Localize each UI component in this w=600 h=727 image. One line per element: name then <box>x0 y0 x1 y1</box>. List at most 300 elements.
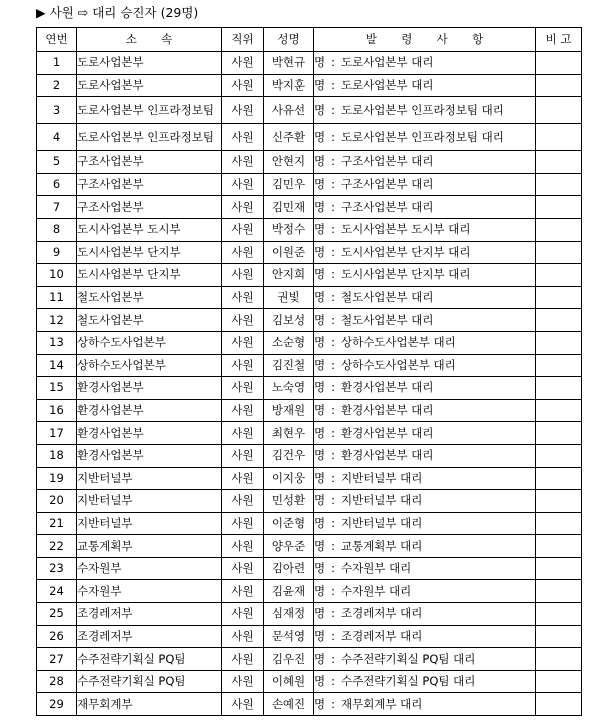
row-position: 사원 <box>222 512 264 535</box>
appointment-prefix: 명 <box>314 55 326 70</box>
row-appointment <box>314 580 536 603</box>
table-row <box>37 97 582 124</box>
row-name: 최현우 <box>264 422 314 445</box>
row-name: 신주환 <box>264 124 314 151</box>
row-appointment <box>314 151 536 174</box>
row-position: 사원 <box>222 97 264 124</box>
row-name: 심재정 <box>264 603 314 626</box>
appointment-separator: : <box>331 55 335 70</box>
appointment-separator: : <box>331 312 335 327</box>
row-appointment <box>314 625 536 648</box>
row-remarks <box>536 535 582 558</box>
row-position: 사원 <box>222 625 264 648</box>
row-name: 박정수 <box>264 218 314 241</box>
row-remarks <box>536 309 582 332</box>
row-no: 26 <box>37 625 77 648</box>
appointment-text: 도시사업본부 도시부 대리 <box>340 222 471 237</box>
table-row <box>37 354 582 377</box>
appointment-separator: : <box>331 538 335 553</box>
row-dept: 철도사업본부 <box>77 309 222 332</box>
row-appointment <box>314 218 536 241</box>
row-no: 14 <box>37 354 77 377</box>
section-heading <box>36 3 198 23</box>
row-dept: 도로사업본부 인프라정보팀 <box>77 97 222 124</box>
row-remarks <box>536 97 582 124</box>
appointment-prefix: 명 <box>314 177 326 192</box>
row-dept: 상하수도사업본부 <box>77 331 222 354</box>
row-name: 방재원 <box>264 399 314 422</box>
appointment-separator: : <box>331 628 335 643</box>
row-remarks <box>536 625 582 648</box>
row-no: 6 <box>37 173 77 196</box>
row-remarks <box>536 124 582 151</box>
row-position: 사원 <box>222 309 264 332</box>
right-arrow-icon: ⇨ <box>77 5 89 20</box>
row-no: 3 <box>37 97 77 124</box>
row-position: 사원 <box>222 422 264 445</box>
header-position: 직위 <box>222 28 264 52</box>
table-row <box>37 557 582 580</box>
appointment-separator: : <box>331 177 335 192</box>
heading-to-rank: 대리 승진자 <box>92 5 157 20</box>
row-no: 12 <box>37 309 77 332</box>
row-appointment <box>314 309 536 332</box>
row-appointment <box>314 399 536 422</box>
row-dept: 조경레저부 <box>77 603 222 626</box>
appointment-prefix: 명 <box>314 267 326 282</box>
row-appointment <box>314 422 536 445</box>
table-row <box>37 52 582 75</box>
row-position: 사원 <box>222 241 264 264</box>
appointment-text: 환경사업본부 대리 <box>340 380 434 395</box>
row-position: 사원 <box>222 74 264 97</box>
row-no: 11 <box>37 286 77 309</box>
header-dept: 소 속 <box>77 28 222 52</box>
row-remarks <box>536 151 582 174</box>
row-no: 2 <box>37 74 77 97</box>
row-remarks <box>536 557 582 580</box>
triangle-marker-icon: ▶ <box>36 5 46 20</box>
appointment-text: 상하수도사업본부 대리 <box>340 357 456 372</box>
row-no: 25 <box>37 603 77 626</box>
row-position: 사원 <box>222 444 264 467</box>
row-remarks <box>536 196 582 219</box>
row-appointment <box>314 196 536 219</box>
appointment-separator: : <box>331 77 335 92</box>
appointment-separator: : <box>331 515 335 530</box>
appointment-prefix: 명 <box>314 425 326 440</box>
row-no: 23 <box>37 557 77 580</box>
appointment-separator: : <box>331 583 335 598</box>
row-appointment <box>314 377 536 400</box>
row-no: 9 <box>37 241 77 264</box>
row-remarks <box>536 218 582 241</box>
table-row <box>37 241 582 264</box>
appointment-separator: : <box>331 199 335 214</box>
appointment-separator: : <box>331 154 335 169</box>
appointment-text: 도로사업본부 대리 <box>340 77 434 92</box>
table-row <box>37 603 582 626</box>
appointment-prefix: 명 <box>314 628 326 643</box>
appointment-prefix: 명 <box>314 538 326 553</box>
row-remarks <box>536 354 582 377</box>
table-row <box>37 309 582 332</box>
table-row <box>37 693 582 716</box>
row-no: 22 <box>37 535 77 558</box>
appointment-text: 구조사업본부 대리 <box>340 199 434 214</box>
row-no: 27 <box>37 648 77 671</box>
row-name: 권빛 <box>264 286 314 309</box>
appointment-prefix: 명 <box>314 515 326 530</box>
row-appointment <box>314 557 536 580</box>
row-remarks <box>536 670 582 693</box>
row-no: 7 <box>37 196 77 219</box>
appointment-prefix: 명 <box>314 312 326 327</box>
appointment-separator: : <box>331 561 335 576</box>
row-dept: 지반터널부 <box>77 467 222 490</box>
appointment-text: 지반터널부 대리 <box>340 470 423 485</box>
appointment-separator: : <box>331 606 335 621</box>
promotion-table <box>36 27 582 716</box>
row-appointment <box>314 670 536 693</box>
appointment-separator: : <box>331 102 335 117</box>
row-appointment <box>314 535 536 558</box>
row-remarks <box>536 286 582 309</box>
row-dept: 재무회계부 <box>77 693 222 716</box>
table-row <box>37 444 582 467</box>
table-row <box>37 467 582 490</box>
appointment-text: 수자원부 대리 <box>340 561 412 576</box>
row-name: 김민재 <box>264 196 314 219</box>
row-no: 16 <box>37 399 77 422</box>
table-row <box>37 422 582 445</box>
row-dept: 수자원부 <box>77 557 222 580</box>
row-remarks <box>536 512 582 535</box>
appointment-prefix: 명 <box>314 222 326 237</box>
row-position: 사원 <box>222 151 264 174</box>
row-appointment <box>314 52 536 75</box>
heading-count: (29명) <box>160 5 199 20</box>
row-name: 소순형 <box>264 331 314 354</box>
appointment-prefix: 명 <box>314 403 326 418</box>
row-position: 사원 <box>222 331 264 354</box>
row-name: 손예진 <box>264 693 314 716</box>
row-name: 이지웅 <box>264 467 314 490</box>
table-row <box>37 124 582 151</box>
row-remarks <box>536 490 582 513</box>
row-remarks <box>536 173 582 196</box>
row-dept: 환경사업본부 <box>77 399 222 422</box>
appointment-separator: : <box>331 651 335 666</box>
appointment-text: 철도사업본부 대리 <box>340 290 434 305</box>
appointment-separator: : <box>331 129 335 144</box>
table-row <box>37 490 582 513</box>
row-dept: 철도사업본부 <box>77 286 222 309</box>
appointment-prefix: 명 <box>314 606 326 621</box>
appointment-separator: : <box>331 244 335 259</box>
row-dept: 조경레저부 <box>77 625 222 648</box>
row-dept: 도로사업본부 <box>77 52 222 75</box>
appointment-prefix: 명 <box>314 380 326 395</box>
appointment-prefix: 명 <box>314 561 326 576</box>
row-dept: 수자원부 <box>77 580 222 603</box>
table-row <box>37 218 582 241</box>
appointment-separator: : <box>331 696 335 711</box>
appointment-text: 조경레저부 대리 <box>340 628 423 643</box>
appointment-text: 도로사업본부 인프라정보팀 대리 <box>340 129 504 144</box>
row-position: 사원 <box>222 377 264 400</box>
heading-from-rank: 사원 <box>49 5 74 20</box>
appointment-text: 환경사업본부 대리 <box>340 403 434 418</box>
row-name: 안지희 <box>264 264 314 287</box>
row-name: 이원준 <box>264 241 314 264</box>
appointment-prefix: 명 <box>314 696 326 711</box>
appointment-prefix: 명 <box>314 102 326 117</box>
row-name: 박지훈 <box>264 74 314 97</box>
row-no: 18 <box>37 444 77 467</box>
table-row <box>37 74 582 97</box>
row-appointment <box>314 241 536 264</box>
row-no: 15 <box>37 377 77 400</box>
row-no: 19 <box>37 467 77 490</box>
appointment-prefix: 명 <box>314 244 326 259</box>
table-row <box>37 151 582 174</box>
row-remarks <box>536 648 582 671</box>
table-row <box>37 286 582 309</box>
row-dept: 수주전략기획실 PQ팀 <box>77 670 222 693</box>
row-remarks <box>536 264 582 287</box>
appointment-prefix: 명 <box>314 199 326 214</box>
table-row <box>37 580 582 603</box>
row-position: 사원 <box>222 218 264 241</box>
appointment-separator: : <box>331 403 335 418</box>
row-name: 안현지 <box>264 151 314 174</box>
row-remarks <box>536 444 582 467</box>
row-dept: 도시사업본부 단지부 <box>77 264 222 287</box>
table-row <box>37 648 582 671</box>
appointment-prefix: 명 <box>314 290 326 305</box>
row-dept: 교통계획부 <box>77 535 222 558</box>
table-row <box>37 264 582 287</box>
appointment-text: 지반터널부 대리 <box>340 515 423 530</box>
appointment-text: 환경사업본부 대리 <box>340 448 434 463</box>
header-no: 연번 <box>37 28 77 52</box>
row-position: 사원 <box>222 557 264 580</box>
appointment-separator: : <box>331 290 335 305</box>
appointment-text: 철도사업본부 대리 <box>340 312 434 327</box>
row-position: 사원 <box>222 603 264 626</box>
row-appointment <box>314 467 536 490</box>
appointment-separator: : <box>331 267 335 282</box>
row-position: 사원 <box>222 467 264 490</box>
row-appointment <box>314 173 536 196</box>
row-name: 김민우 <box>264 173 314 196</box>
row-no: 13 <box>37 331 77 354</box>
appointment-prefix: 명 <box>314 651 326 666</box>
row-name: 이혜원 <box>264 670 314 693</box>
row-no: 28 <box>37 670 77 693</box>
appointment-prefix: 명 <box>314 77 326 92</box>
table-row <box>37 377 582 400</box>
row-name: 문석영 <box>264 625 314 648</box>
appointment-prefix: 명 <box>314 583 326 598</box>
appointment-prefix: 명 <box>314 129 326 144</box>
appointment-text: 구조사업본부 대리 <box>340 177 434 192</box>
appointment-separator: : <box>331 493 335 508</box>
header-name: 성명 <box>264 28 314 52</box>
appointment-text: 조경레저부 대리 <box>340 606 423 621</box>
row-dept: 환경사업본부 <box>77 444 222 467</box>
appointment-prefix: 명 <box>314 674 326 689</box>
row-position: 사원 <box>222 580 264 603</box>
row-appointment <box>314 693 536 716</box>
row-dept: 상하수도사업본부 <box>77 354 222 377</box>
row-remarks <box>536 52 582 75</box>
row-position: 사원 <box>222 670 264 693</box>
row-dept: 도로사업본부 <box>77 74 222 97</box>
row-remarks <box>536 331 582 354</box>
row-appointment <box>314 74 536 97</box>
row-name: 박현규 <box>264 52 314 75</box>
row-no: 20 <box>37 490 77 513</box>
row-name: 이준형 <box>264 512 314 535</box>
row-dept: 구조사업본부 <box>77 196 222 219</box>
row-no: 10 <box>37 264 77 287</box>
row-appointment <box>314 286 536 309</box>
appointment-separator: : <box>331 335 335 350</box>
row-dept: 수주전략기획실 PQ팀 <box>77 648 222 671</box>
row-appointment <box>314 331 536 354</box>
row-name: 김아련 <box>264 557 314 580</box>
row-appointment <box>314 648 536 671</box>
row-no: 17 <box>37 422 77 445</box>
row-no: 1 <box>37 52 77 75</box>
appointment-text: 교통계획부 대리 <box>340 538 423 553</box>
table-row <box>37 331 582 354</box>
appointment-separator: : <box>331 674 335 689</box>
row-appointment <box>314 264 536 287</box>
row-no: 8 <box>37 218 77 241</box>
row-dept: 환경사업본부 <box>77 377 222 400</box>
row-appointment <box>314 97 536 124</box>
row-position: 사원 <box>222 648 264 671</box>
appointment-text: 도로사업본부 인프라정보팀 대리 <box>340 102 504 117</box>
appointment-prefix: 명 <box>314 448 326 463</box>
table-row <box>37 512 582 535</box>
appointment-separator: : <box>331 380 335 395</box>
row-remarks <box>536 467 582 490</box>
row-position: 사원 <box>222 693 264 716</box>
row-remarks <box>536 399 582 422</box>
row-name: 민성환 <box>264 490 314 513</box>
appointment-text: 도시사업본부 단지부 대리 <box>340 244 471 259</box>
table-header-row <box>37 28 582 52</box>
row-dept: 구조사업본부 <box>77 173 222 196</box>
appointment-text: 구조사업본부 대리 <box>340 154 434 169</box>
appointment-prefix: 명 <box>314 154 326 169</box>
table-row <box>37 173 582 196</box>
row-position: 사원 <box>222 264 264 287</box>
appointment-separator: : <box>331 470 335 485</box>
row-position: 사원 <box>222 124 264 151</box>
row-position: 사원 <box>222 535 264 558</box>
appointment-separator: : <box>331 425 335 440</box>
row-position: 사원 <box>222 354 264 377</box>
row-appointment <box>314 512 536 535</box>
appointment-text: 도로사업본부 대리 <box>340 55 434 70</box>
row-remarks <box>536 422 582 445</box>
row-position: 사원 <box>222 196 264 219</box>
row-name: 김보성 <box>264 309 314 332</box>
row-dept: 지반터널부 <box>77 512 222 535</box>
row-position: 사원 <box>222 52 264 75</box>
row-appointment <box>314 124 536 151</box>
row-remarks <box>536 241 582 264</box>
appointment-prefix: 명 <box>314 470 326 485</box>
appointment-separator: : <box>331 357 335 372</box>
row-name: 김윤재 <box>264 580 314 603</box>
appointment-prefix: 명 <box>314 357 326 372</box>
row-no: 24 <box>37 580 77 603</box>
appointment-text: 수주전략기획실 PQ팀 대리 <box>340 674 476 689</box>
table-row <box>37 399 582 422</box>
appointment-separator: : <box>331 448 335 463</box>
table-row <box>37 196 582 219</box>
row-appointment <box>314 444 536 467</box>
row-appointment <box>314 354 536 377</box>
row-dept: 구조사업본부 <box>77 151 222 174</box>
row-remarks <box>536 377 582 400</box>
row-no: 29 <box>37 693 77 716</box>
row-name: 김진철 <box>264 354 314 377</box>
appointment-text: 환경사업본부 대리 <box>340 425 434 440</box>
row-remarks <box>536 603 582 626</box>
appointment-prefix: 명 <box>314 335 326 350</box>
table-row <box>37 625 582 648</box>
appointment-separator: : <box>331 222 335 237</box>
appointment-text: 지반터널부 대리 <box>340 493 423 508</box>
appointment-text: 수주전략기획실 PQ팀 대리 <box>340 651 476 666</box>
row-name: 양우준 <box>264 535 314 558</box>
table-row <box>37 670 582 693</box>
row-name: 사유선 <box>264 97 314 124</box>
row-position: 사원 <box>222 490 264 513</box>
header-appointment: 발 령 사 항 <box>314 28 536 52</box>
row-dept: 지반터널부 <box>77 490 222 513</box>
row-remarks <box>536 693 582 716</box>
row-name: 김건우 <box>264 444 314 467</box>
row-position: 사원 <box>222 399 264 422</box>
appointment-text: 상하수도사업본부 대리 <box>340 335 456 350</box>
row-no: 4 <box>37 124 77 151</box>
row-appointment <box>314 603 536 626</box>
row-name: 김우진 <box>264 648 314 671</box>
row-dept: 도시사업본부 도시부 <box>77 218 222 241</box>
row-dept: 환경사업본부 <box>77 422 222 445</box>
row-position: 사원 <box>222 286 264 309</box>
row-dept: 도로사업본부 인프라정보팀 <box>77 124 222 151</box>
row-dept: 도시사업본부 단지부 <box>77 241 222 264</box>
row-remarks <box>536 74 582 97</box>
row-no: 5 <box>37 151 77 174</box>
table-row <box>37 535 582 558</box>
row-remarks <box>536 580 582 603</box>
appointment-text: 재무회계부 대리 <box>340 696 423 711</box>
header-remarks: 비 고 <box>536 28 582 52</box>
appointment-text: 수자원부 대리 <box>340 583 412 598</box>
appointment-text: 도시사업본부 단지부 대리 <box>340 267 471 282</box>
row-appointment <box>314 490 536 513</box>
